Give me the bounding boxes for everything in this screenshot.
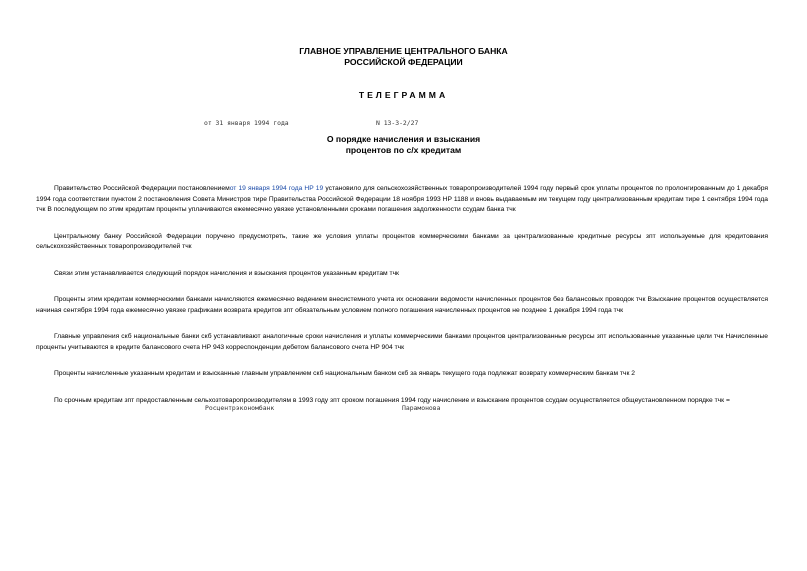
paragraph: Проценты начисленные указанным кредитам и взысканные главным управлением скб национальным банком скб за январь текущего года подлежат возврату коммерческим банкам тчк 2	[54, 370, 635, 377]
paragraph: По срочным кредитам зпт предоставленным сельхозтоваропроизводителям в 1993 году зпт сроком погашения 1994 году начисление и взыскание процентов ссудам осуществляется общеустановленном порядке тчк =	[54, 396, 730, 404]
paragraph-text: установило для сельскохозяйственных товаропроизводителей 1994 году первый срок уплаты процентов по пролонгированным до 1 декабря 1994 года соответствии пунктом 2 постановления Совета Министров тире Правительства Российской Федерации 18 ноября 1993 НР 1188 и вновь выдаваемым им текущем году централизованным кредитам тире 1 сентября 1994 года тчк В последующем по этим кредитам проценты уплачиваются ежемесячно увязке установленными сроками погашения задолженности ссудам банка тчк	[36, 185, 769, 213]
signature-name: Парамонова	[402, 404, 441, 412]
paragraph: Проценты этим кредитам коммерческими банками начисляются ежемесячно ведением внесистемного учета их основании ведомости начисленных процентов без балансовых проводок тчк Взыскание процентов осуществляется начиная сентября 1994 года ежемесячно увязке графиками возврата кредитов зпт обязательным условием полного погашения начисленных процентов не позднее 1 декабря 1994 года тчк	[36, 296, 768, 314]
document-body	[36, 184, 768, 422]
paragraph: Связи этим устанавливается следующий порядок начисления и взыскания процентов указанным кредитам тчк	[54, 269, 399, 277]
paragraph	[36, 184, 768, 216]
signature-organization: Росцентрэкономбанк	[205, 404, 275, 412]
subject-line-1: О порядке начисления и взыскания	[326, 134, 481, 144]
paragraph: Центральному банку Российской Федерации поручено предусмотреть, такие же условия уплаты процентов коммерческими банками за централизованные кредитные ресурсы зпт используемые для кредитования сельскохозяйственных товаропроизводителей тчк	[36, 232, 768, 250]
subject-line-2: процентов по с/х кредитам	[345, 145, 462, 155]
issuer-line-2: РОССИЙСКОЙ ФЕДЕРАЦИИ	[344, 57, 463, 67]
document-date: от 31 января 1994 года	[204, 119, 289, 127]
issuer-header	[0, 46, 807, 68]
paragraph-text: Правительство Российской Федерации постановлением	[54, 185, 230, 192]
document-type: ТЕЛЕГРАММА	[358, 90, 449, 100]
document-number: N 13-3-2/27	[376, 119, 419, 127]
issuer-line-1: ГЛАВНОЕ УПРАВЛЕНИЕ ЦЕНТРАЛЬНОГО БАНКА	[299, 46, 508, 56]
decree-link[interactable]: от 19 января 1994 года НР 19	[229, 185, 324, 192]
document-subject	[0, 134, 807, 156]
paragraph: Главные управления скб национальные банки скб устанавливают аналогичные сроки начисления и уплаты коммерческими банками процентов централизованные ресурсы зпт использованные указанные цели тчк Начисленные проценты учитываются в кредите балансового счета НР 943 корреспонденции дебетом балансового счета НР 904 тчк	[36, 333, 768, 351]
